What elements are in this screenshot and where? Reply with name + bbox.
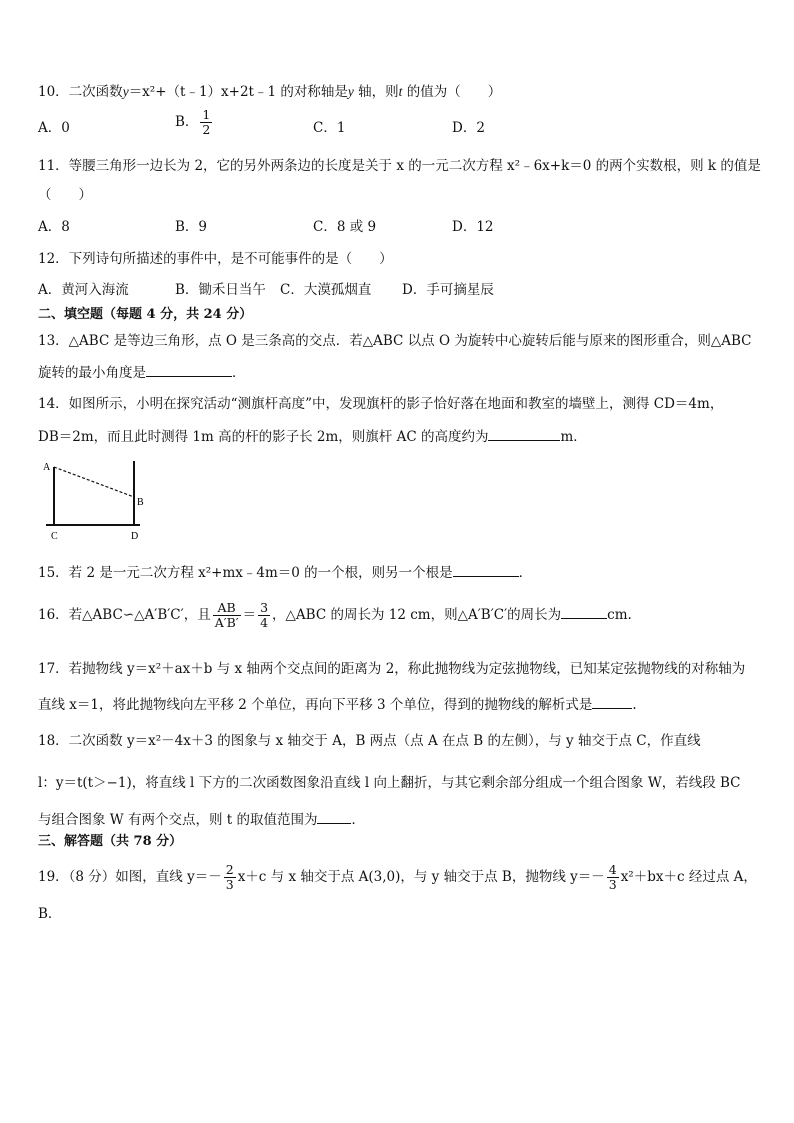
fraction-denominator: 2 xyxy=(202,122,211,137)
q14-stem-line1: 14．如图所示，小明在探究活动“测旗杆高度”中，发现旗杆的影子恰好落在地面和教室的墙壁上，测得 CD＝4m， xyxy=(38,396,724,412)
point-b-label: B xyxy=(137,497,144,508)
q13-period: ． xyxy=(232,365,246,381)
q15-answer-blank xyxy=(453,562,519,577)
fraction-numerator: 1 xyxy=(202,107,211,122)
q17-text: 直线 x＝1，将此抛物线向左平移 2 个单位，再向下平移 3 个单位，得到的抛物线的解析式是 xyxy=(38,697,593,713)
q10-var-y2: y xyxy=(347,84,354,99)
q17-answer-blank xyxy=(592,694,632,709)
point-c-label: C xyxy=(51,531,58,542)
q10-stem-c: ＝x²+（t﹣1）x+2t﹣1 的对称轴是 xyxy=(128,84,348,100)
q10-stem-e: 轴，则 xyxy=(353,84,399,100)
q19-stem-line2: B． xyxy=(38,906,62,922)
q17-period: . xyxy=(632,697,637,713)
fraction-denominator: 4 xyxy=(260,615,269,630)
q16-value-fraction xyxy=(258,601,270,630)
q10-stem xyxy=(38,82,501,102)
section-fill-in-heading: 二、填空题（每题 4 分，共 24 分） xyxy=(38,307,253,322)
q10-option-b-fraction xyxy=(200,108,212,137)
q19-stem-line1 xyxy=(38,858,757,896)
q16-answer-blank xyxy=(561,604,607,619)
q14-stem-line2 xyxy=(38,426,587,447)
q10-option-a: A．0 xyxy=(38,120,70,136)
q19-text-a: 19．（8 分）如图，直线 y＝－ xyxy=(38,869,222,885)
q16-equals: ＝ xyxy=(242,607,257,623)
q11-option-c: C．8 或 9 xyxy=(313,219,377,235)
q18-text: 与组合图象 W 有两个交点，则 t 的取值范围为 xyxy=(38,812,318,828)
q17-stem-line2 xyxy=(38,694,637,715)
q15-period: ． xyxy=(518,565,533,581)
q14-text: DB＝2m，而且此时测得 1m 高的杆的影子长 2m，则旗杆 AC 的高度约为 xyxy=(38,429,489,445)
q14-unit: m． xyxy=(560,429,587,445)
q16-unit: cm. xyxy=(607,607,632,623)
section-solution-heading: 三、解答题（共 78 分） xyxy=(38,834,183,849)
q18-stem-line3 xyxy=(38,809,365,830)
q10-option-c: C．1 xyxy=(313,120,346,136)
point-a-label: A xyxy=(43,462,51,473)
q18-stem-line1: 18．二次函数 y＝x²－4x＋3 的图象与 x 轴交于 A，B 两点（点 A 在点 B 的左侧），与 y 轴交于点 C，作直线 xyxy=(38,733,701,749)
q11-option-a: A．8 xyxy=(38,219,70,235)
q17-stem-line1: 17．若抛物线 y＝x²＋ax＋b 与 x 轴两个交点间的距离为 2，称此抛物线为定弦抛物线，已知某定弦抛物线的对称轴为 xyxy=(38,661,746,677)
fraction-denominator: A′B′ xyxy=(214,615,239,630)
q11-stem-line1: 11．等腰三角形一边长为 2，它的另外两条边的长度是关于 x 的一元二次方程 x²﹣6x+k＝0 的两个实数根，则 k 的值是 xyxy=(38,158,761,174)
q11-option-b: B．9 xyxy=(175,219,208,235)
fraction-denominator: 3 xyxy=(225,877,234,892)
q16-ratio-fraction xyxy=(213,601,241,630)
q11-option-d: D．12 xyxy=(452,219,494,235)
q16-stem xyxy=(38,598,632,632)
q12-option-b: B．锄禾日当午 xyxy=(175,282,266,298)
q10-option-d: D．2 xyxy=(452,120,485,136)
q10-var-t: t xyxy=(398,84,403,99)
q12-option-a: A．黄河入海流 xyxy=(38,282,129,298)
q19-coefficient-fraction xyxy=(607,863,619,892)
q19-text-c: x²＋bx＋c 经过点 A， xyxy=(620,869,757,885)
q18-period: ． xyxy=(351,812,365,828)
sun-ray-dashed-line xyxy=(54,467,134,497)
q10-var-y: y xyxy=(122,84,129,99)
q13-stem-line2 xyxy=(38,362,246,383)
q18-answer-blank xyxy=(317,809,351,824)
q10-option-b xyxy=(175,108,214,137)
q19-text-b: x＋c 与 x 轴交于点 A(3,0)，与 y 轴交于点 B，抛物线 y＝－ xyxy=(237,869,605,885)
q12-option-d: D．手可摘星辰 xyxy=(402,282,494,298)
fraction-numerator: 2 xyxy=(225,862,234,877)
fraction-numerator: 3 xyxy=(260,600,269,615)
fraction-denominator: 3 xyxy=(608,877,617,892)
flagpole-shadow-figure xyxy=(38,459,150,543)
fraction-numerator: 4 xyxy=(608,862,617,877)
q10-stem-g: 的值为（ ） xyxy=(402,84,502,100)
point-d-label: D xyxy=(131,531,139,542)
fraction-numerator: AB xyxy=(213,601,241,616)
q10-option-b-label: B． xyxy=(175,114,199,130)
q13-text: 旋转的最小角度是 xyxy=(38,365,146,381)
q14-answer-blank xyxy=(488,426,560,441)
q19-slope-fraction xyxy=(224,863,236,892)
q16-text-b: ，△ABC 的周长为 12 cm，则△A′B′C′的周长为 xyxy=(272,607,562,623)
q12-option-c: C．大漠孤烟直 xyxy=(280,282,372,298)
q10-stem-a: 10．二次函数 xyxy=(38,84,123,100)
q12-stem: 12．下列诗句所描述的事件中，是不可能事件的是（ ） xyxy=(38,251,393,267)
q15-text: 15．若 2 是一元二次方程 x²+mx﹣4m＝0 的一个根，则另一个根是 xyxy=(38,565,453,581)
q16-text-a: 16．若△ABC∽△A′B′C′，且 xyxy=(38,607,211,623)
q13-answer-blank xyxy=(146,362,232,377)
q15-stem xyxy=(38,562,532,583)
q11-stem-line2: （ ） xyxy=(38,187,92,203)
q13-stem-line1: 13．△ABC 是等边三角形，点 O 是三条高的交点．若△ABC 以点 O 为旋转中心旋转后能与原来的图形重合，则△ABC xyxy=(38,333,752,349)
q18-stem-line2: l：y＝t(t＞−1)，将直线 l 下方的二次函数图象沿直线 l 向上翻折，与其它剩余部分组成一个组合图象 W，若线段 BC xyxy=(38,775,741,791)
